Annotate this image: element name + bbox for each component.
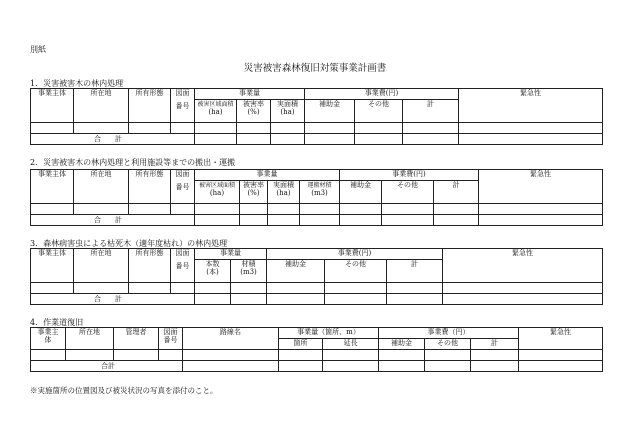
- header-hanshutsu: [300, 181, 340, 204]
- header-jigyohi: 事業費(円): [305, 89, 459, 100]
- label-higai-kuiki: 被害区域面積: [197, 101, 234, 108]
- header-bango: 番号: [175, 102, 190, 111]
- header-higai-kuiki: [195, 100, 237, 123]
- header-shozaichi: 所在地: [74, 170, 129, 204]
- header-sonota: その他: [325, 260, 387, 283]
- section-1-table: [30, 88, 603, 145]
- unit-m3: (m3): [240, 268, 257, 277]
- header-shozaichi: 所在地: [66, 328, 114, 350]
- total-label: [31, 134, 195, 145]
- header-kinkyusei: 緊急性: [459, 89, 603, 123]
- header-bango: 番号: [175, 262, 190, 271]
- total-text: 合 計: [94, 294, 122, 303]
- table-row: [31, 283, 603, 294]
- section-3-table: [30, 248, 603, 305]
- total-text: 合 計: [94, 134, 122, 143]
- label-tai: 体: [44, 336, 52, 345]
- header-kei: 計: [434, 181, 479, 204]
- header-hojokin: 補助金: [305, 100, 355, 123]
- header-higai-kuiki: [195, 181, 240, 204]
- total-row: [31, 294, 603, 305]
- total-label: [31, 294, 195, 305]
- label-honsu: 本数: [205, 260, 220, 268]
- header-jigyo-shutai: 事業主体: [31, 89, 74, 123]
- header-jitsumenseki: [268, 181, 300, 204]
- unit-m3: (m3): [311, 189, 328, 198]
- header-zumen: 図面: [175, 170, 190, 178]
- header-zumen-bango: [159, 328, 183, 350]
- unit-ha: (ha): [209, 189, 225, 198]
- label-jitsumenseki: 実面積: [273, 181, 294, 189]
- header-bango: 番号: [175, 183, 190, 192]
- header-sonota: その他: [355, 100, 403, 123]
- total-text: 合計: [101, 361, 115, 370]
- header-rosenmei: 路線名: [183, 328, 279, 350]
- header-kanrisha: 管理者: [114, 328, 159, 350]
- unit-ha: (ha): [276, 189, 291, 198]
- header-zumen-bango: [171, 170, 195, 204]
- label-jigyo-shu: 事業主: [37, 328, 59, 336]
- total-row: [31, 215, 603, 226]
- document-title: 災害被害森林復旧対策事業計画書: [243, 63, 387, 74]
- total-label: [31, 361, 183, 372]
- section-3-title: 3．森林病害虫による枯死木（適年度枯れ）の林内処理: [30, 239, 228, 248]
- label-higai-kuiki: 被害区域面積: [198, 182, 235, 189]
- header-jigyohi: 事業費(円): [267, 249, 443, 260]
- header-kasho: 箇所: [279, 339, 323, 350]
- header-hojokin: 補助金: [379, 339, 425, 350]
- unit-pct: (%): [247, 108, 260, 117]
- header-shozaichi: 所在地: [74, 249, 129, 283]
- label-hanshutsu: 運搬材積: [307, 182, 332, 189]
- total-text: 合 計: [94, 215, 122, 224]
- section-1-title: 1．災害被害木の林内処理: [30, 79, 124, 88]
- header-kei: 計: [387, 260, 443, 283]
- label-higairitsu: 被害率: [243, 100, 264, 108]
- header-shoyu-keitai: 所有形態: [129, 89, 171, 123]
- header-kinkyusei: 緊急性: [443, 249, 603, 283]
- header-zaiseki: [231, 260, 267, 283]
- sheet-label: 別紙: [30, 45, 46, 54]
- header-sonota: その他: [425, 339, 471, 350]
- attachment-note: ※実施箇所の位置図及び被災状況の写真を添付のこと。: [30, 386, 218, 395]
- section-2-table: [30, 169, 603, 226]
- header-zumen-bango: [171, 249, 195, 283]
- header-kei: 計: [403, 100, 459, 123]
- header-hojokin: 補助金: [340, 181, 382, 204]
- header-jitsumenseki: [271, 100, 305, 123]
- header-jigyo-shutai: [31, 328, 66, 350]
- header-shoyu-keitai: 所有形態: [129, 249, 171, 283]
- section-2-title: 2．災害被害木の林内処理と利用施設等までの搬出・運搬: [30, 158, 236, 167]
- unit-ha: (ha): [280, 108, 295, 117]
- header-jigyo-shutai: 事業主体: [31, 249, 74, 283]
- total-row: [31, 134, 603, 145]
- section-4-title: 4．作業道復旧: [30, 318, 84, 327]
- header-higairitsu: [240, 181, 268, 204]
- header-kinkyusei: 緊急性: [479, 170, 603, 204]
- unit-hon: (本): [206, 268, 219, 277]
- table-row: [31, 123, 603, 134]
- header-encho: 延長: [323, 339, 379, 350]
- header-shozaichi: 所在地: [74, 89, 129, 123]
- total-row: [31, 361, 603, 372]
- header-bango: 番号: [163, 336, 178, 345]
- header-shoyu-keitai: 所有形態: [129, 170, 171, 204]
- header-zumen: 図面: [163, 328, 178, 336]
- section-4-table: [30, 327, 603, 372]
- unit-ha: (ha): [208, 108, 223, 117]
- header-jigyohi: 事業費(円): [340, 170, 479, 181]
- unit-pct: (%): [247, 189, 260, 198]
- header-jigyoryo: 事業量: [195, 89, 305, 100]
- label-higairitsu: 被害率: [243, 181, 264, 189]
- header-zumen: 図面: [175, 89, 190, 97]
- label-zaiseki: 材積: [241, 260, 256, 268]
- header-jigyohi: 事業費（円）: [379, 328, 519, 339]
- header-jigyoryo: 事業量: [195, 249, 267, 260]
- total-label: [31, 215, 195, 226]
- header-kei: 計: [471, 339, 519, 350]
- header-sonota: その他: [382, 181, 434, 204]
- table-row: [31, 350, 603, 361]
- header-jigyoryo: 事業量（箇所、m）: [279, 328, 379, 339]
- header-hojokin: 補助金: [267, 260, 325, 283]
- header-zumen: 図面: [175, 249, 190, 257]
- label-jitsumenseki: 実面積: [277, 100, 298, 108]
- table-row: [31, 204, 603, 215]
- header-zumen-bango: [171, 89, 195, 123]
- header-honsu: [195, 260, 231, 283]
- header-kinkyusei: 緊急性: [519, 328, 603, 350]
- header-jigyo-shutai: 事業主体: [31, 170, 74, 204]
- header-higairitsu: [237, 100, 271, 123]
- header-jigyoryo: 事業量: [195, 170, 340, 181]
